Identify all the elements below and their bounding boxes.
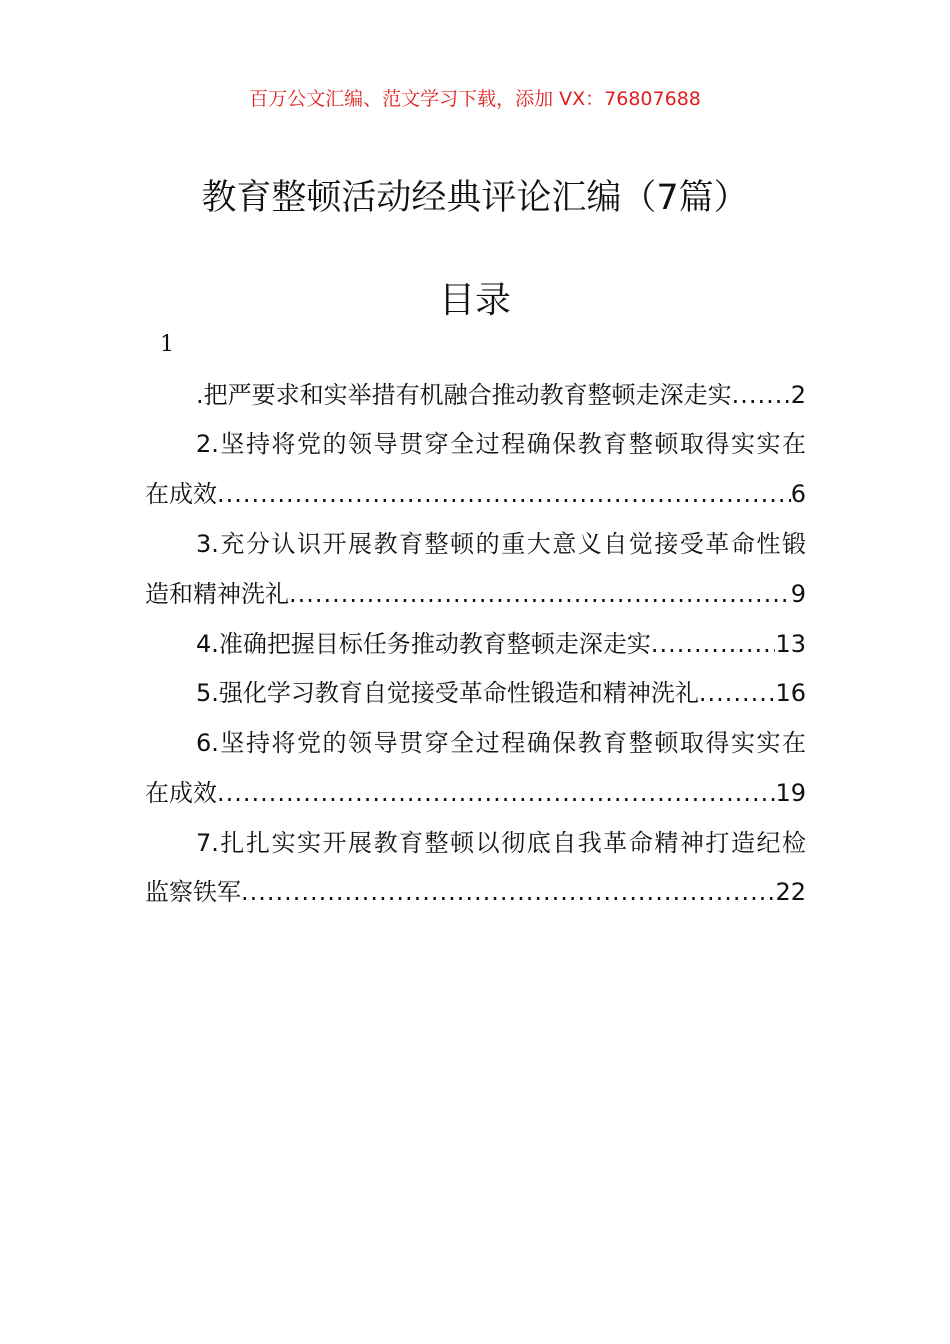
toc-page-number: 16 (775, 679, 806, 707)
toc-page-number: 2 (790, 381, 806, 409)
toc-entry-title-cont: 在成效 (145, 480, 217, 508)
toc-entry-title-cont: 造和精神洗礼 (145, 580, 289, 608)
leader-dots (217, 776, 775, 810)
toc-page-number: 9 (790, 580, 806, 608)
toc-page-number: 22 (775, 878, 806, 906)
toc-page-number: 6 (790, 480, 806, 508)
toc-entry-3[interactable] (196, 527, 806, 561)
toc-page-number: 13 (775, 630, 806, 658)
toc-entry-1[interactable] (196, 378, 806, 412)
toc-heading: 目录 (438, 280, 511, 321)
toc-entry-3-cont[interactable] (145, 577, 806, 611)
toc-entry-title: 6.坚持将党的领导贯穿全过程确保教育整顿取得实实在 (196, 729, 806, 757)
toc-entry-4[interactable] (196, 627, 806, 661)
toc-entry-title: 4.准确把握目标任务推动教育整顿走深走实 (196, 630, 651, 658)
toc-entry-title: 7.扎扎实实开展教育整顿以彻底自我革命精神打造纪检 (196, 829, 806, 857)
leader-dots (732, 378, 791, 412)
leader-dots (289, 577, 791, 611)
toc-page-number: 19 (775, 779, 806, 807)
toc-entry-title: 3.充分认识开展教育整顿的重大意义自觉接受革命性锻 (196, 530, 806, 558)
toc-entry-title: 5.强化学习教育自觉接受革命性锻造和精神洗礼 (196, 679, 699, 707)
toc-entry-title: .把严要求和实举措有机融合推动教育整顿走深走实 (196, 381, 732, 409)
list-marker: 1 (160, 332, 174, 357)
toc-entry-6-cont[interactable] (145, 776, 806, 810)
toc-entry-title-cont: 监察铁军 (145, 878, 241, 906)
leader-dots (651, 627, 776, 661)
toc-entry-5[interactable] (196, 676, 806, 710)
leader-dots (217, 477, 791, 511)
watermark-text: 百万公文汇编、范文学习下载，添加 VX：76807688 (249, 88, 701, 110)
leader-dots (241, 875, 775, 909)
toc-entry-7[interactable] (196, 826, 806, 860)
toc-entry-title-cont: 在成效 (145, 779, 217, 807)
toc-entry-7-cont[interactable] (145, 875, 806, 909)
leader-dots (699, 676, 776, 710)
toc-entry-6[interactable] (196, 726, 806, 760)
toc-entry-2[interactable] (196, 427, 806, 461)
toc-entry-title: 2.坚持将党的领导贯穿全过程确保教育整顿取得实实在 (196, 430, 806, 458)
toc-entry-2-cont[interactable] (145, 477, 806, 511)
document-title: 教育整顿活动经典评论汇编（7篇） (201, 178, 749, 218)
